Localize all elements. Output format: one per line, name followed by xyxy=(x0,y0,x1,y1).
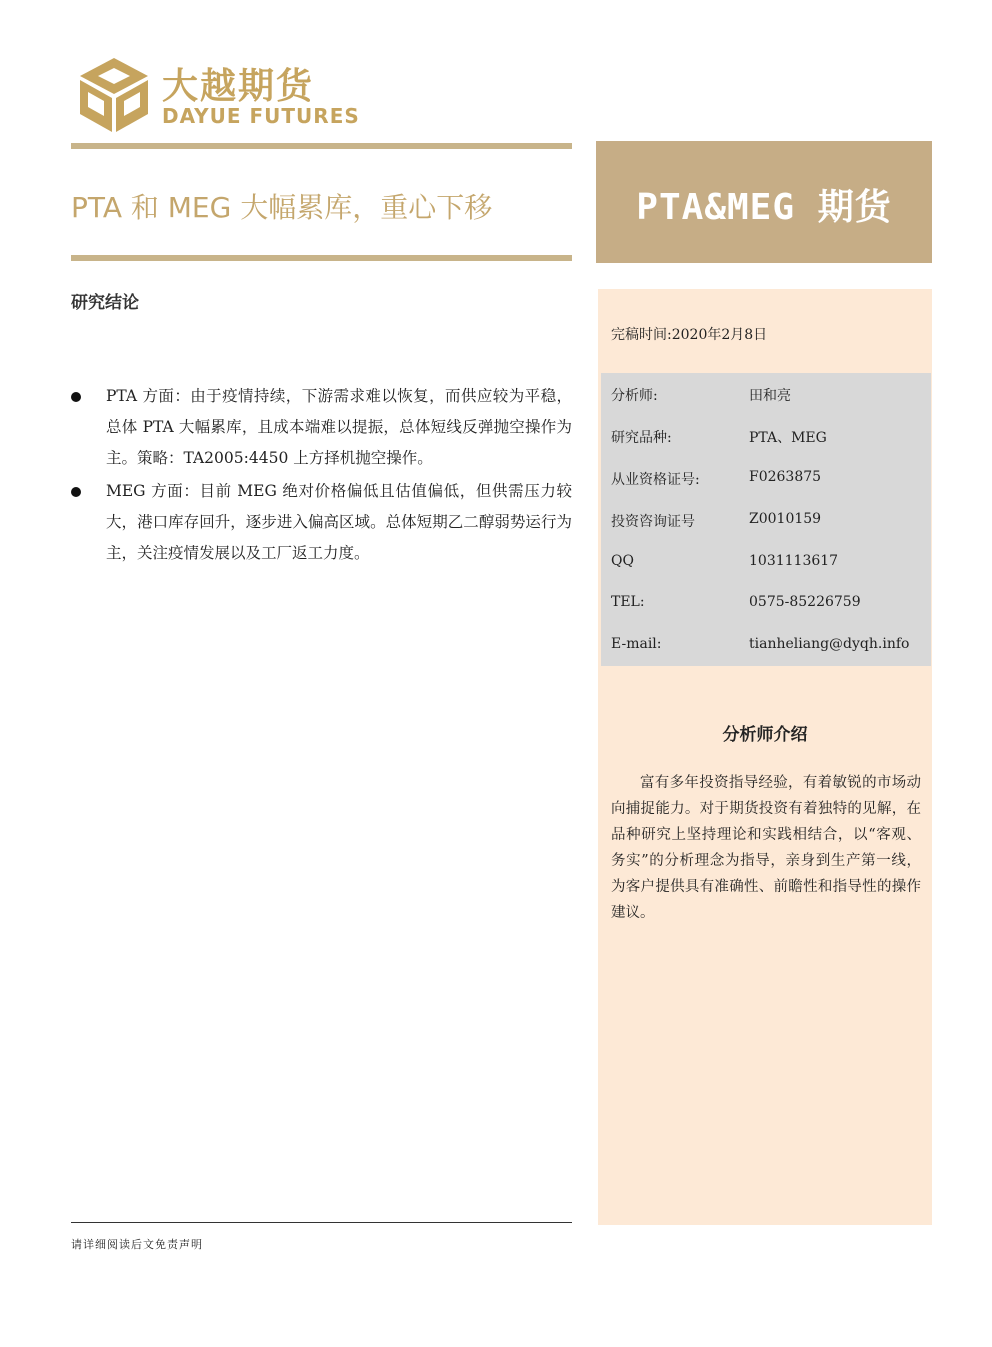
info-row-email xyxy=(601,624,931,666)
info-value: 0575-85226759 xyxy=(749,594,861,610)
bullet-dot-icon xyxy=(71,392,81,402)
disclaimer-note: 请详细阅读后文免责声明 xyxy=(71,1238,203,1251)
info-row-variety xyxy=(601,415,931,457)
product-banner xyxy=(596,141,932,263)
bullet-text: PTA 方面：由于疫情持续，下游需求难以恢复，而供应较为平稳，总体 PTA 大幅累库，且成本端难以提振，总体短线反弹抛空操作为主。策略：TA2005:4450 上方择机抛空操作。 xyxy=(106,387,572,467)
analyst-intro-heading: 分析师介绍 xyxy=(722,725,808,745)
info-label: QQ xyxy=(611,553,634,569)
product-banner-text: PTA&MEG 期货 xyxy=(636,187,892,228)
info-row-tel xyxy=(601,582,931,624)
info-value: Z0010159 xyxy=(749,511,822,527)
title-rule-top xyxy=(71,143,572,149)
analyst-info-table xyxy=(601,373,931,666)
logo-chinese-name: 大越期货 xyxy=(162,66,315,107)
report-title: PTA 和 MEG 大幅累库，重心下移 xyxy=(71,191,493,224)
bullet-dot-icon xyxy=(71,487,81,497)
info-value: PTA、MEG xyxy=(749,430,827,446)
info-label: E-mail: xyxy=(611,636,662,652)
footer-divider xyxy=(71,1222,572,1223)
logo-english-name: DAYUE FUTURES xyxy=(162,104,360,128)
cube-logo-icon xyxy=(78,56,150,134)
info-label: 从业资格证号: xyxy=(611,472,700,488)
bullet-text: MEG 方面：目前 MEG 绝对价格偏低且估值偏低，但供需压力较大，港口库存回升，逐步进入偏高区域。总体短期乙二醇弱势运行为主，关注疫情发展以及工厂返工力度。 xyxy=(106,482,572,562)
info-value: 1031113617 xyxy=(749,553,839,569)
info-label: 研究品种: xyxy=(611,430,672,446)
info-value: 田和亮 xyxy=(749,388,791,404)
analyst-intro-text: 富有多年投资指导经验，有着敏锐的市场动向捕捉能力。对于期货投资有着独特的见解，在品种研究上坚持理论和实践相结合，以“客观、务实”的分析理念为指导，亲身到生产第一线，为客户提供具有准确性、前瞻性和指导性的操作建议。 xyxy=(611,775,921,921)
email-link[interactable]: tianheliang@dyqh.info xyxy=(749,636,910,652)
info-row-qualification xyxy=(601,457,931,499)
completion-date: 完稿时间:2020年2月8日 xyxy=(611,327,768,343)
info-value: F0263875 xyxy=(749,469,822,485)
title-rule-bottom xyxy=(71,255,572,261)
section-heading: 研究结论 xyxy=(71,293,139,313)
info-label: TEL: xyxy=(611,594,645,610)
info-row-consulting xyxy=(601,499,931,541)
info-label: 投资咨询证号 xyxy=(611,514,695,530)
company-logo xyxy=(78,56,360,136)
info-row-analyst xyxy=(601,373,931,415)
info-row-qq xyxy=(601,541,931,583)
info-label: 分析师: xyxy=(611,388,658,404)
